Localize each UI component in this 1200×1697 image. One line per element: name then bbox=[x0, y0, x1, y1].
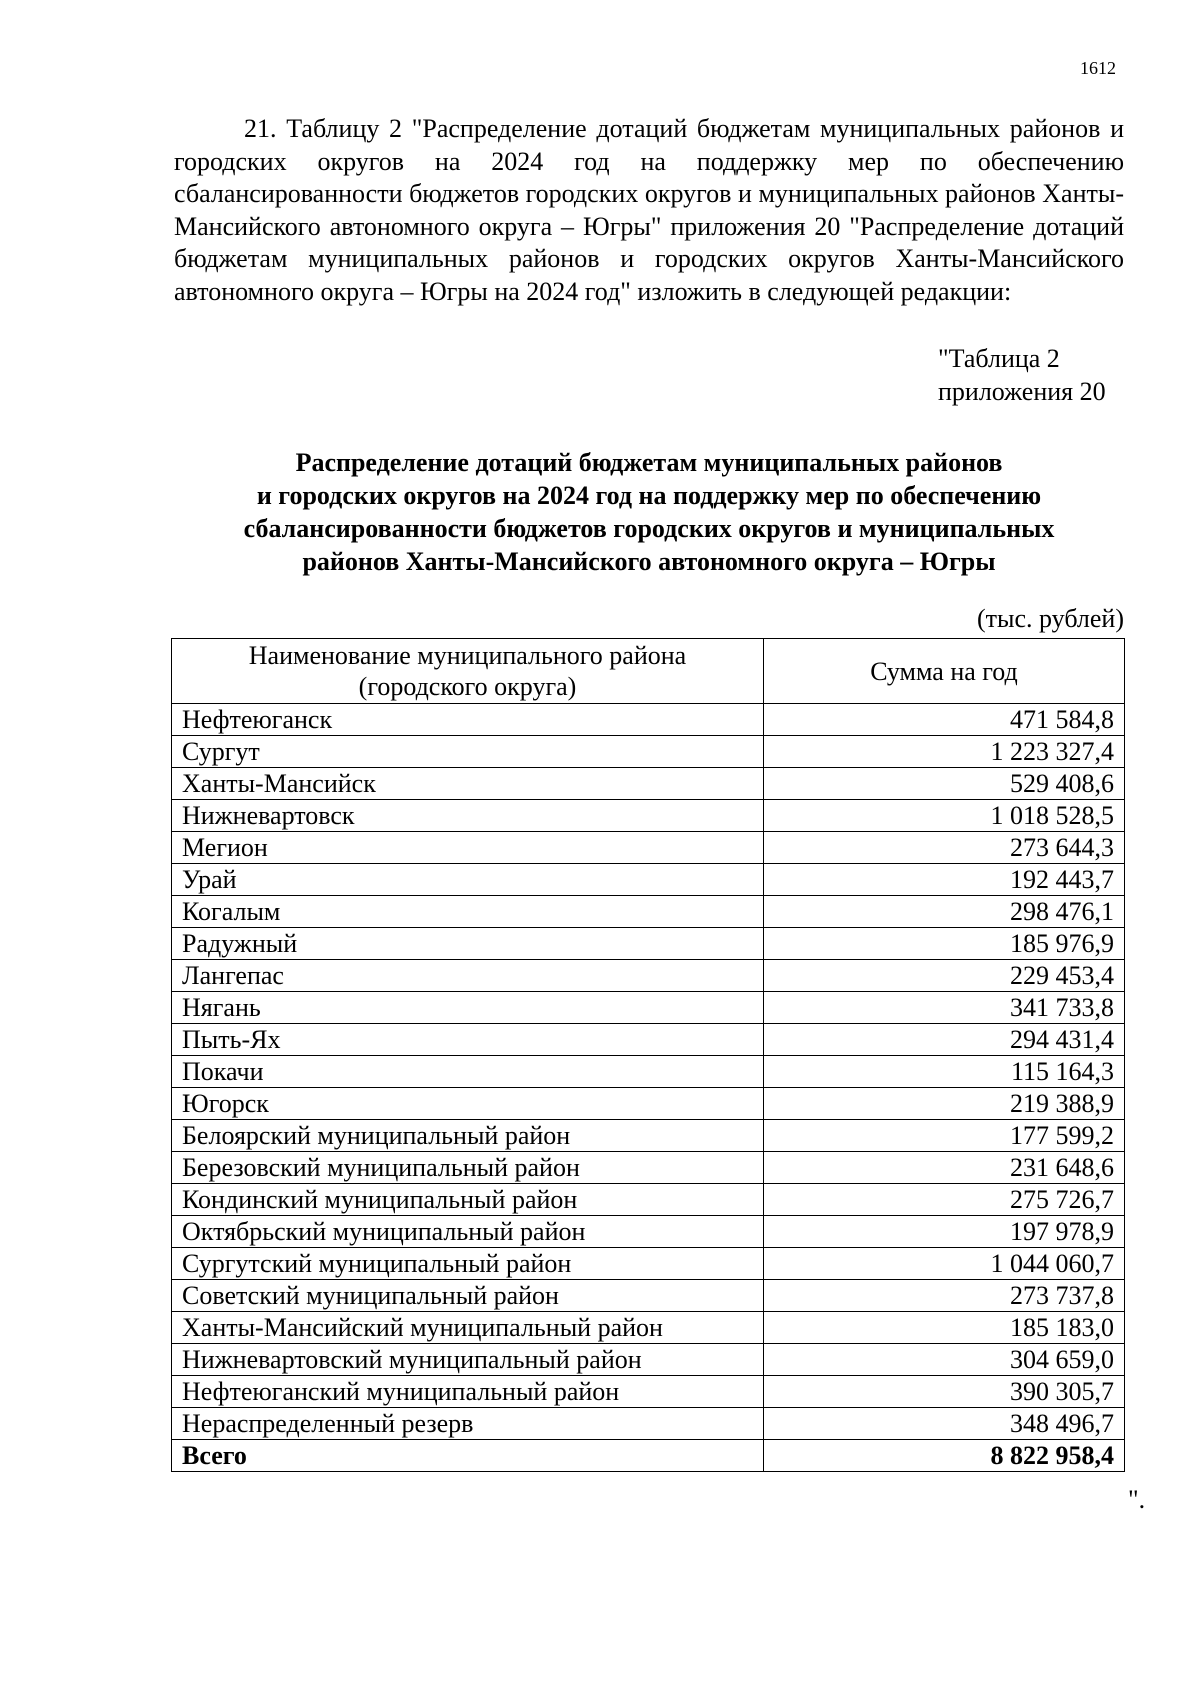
table-total-row bbox=[172, 1440, 1125, 1472]
amount-cell: 1 044 060,7 bbox=[764, 1248, 1125, 1280]
column-header-name bbox=[172, 639, 764, 704]
table-row bbox=[172, 800, 1125, 832]
district-name-cell: Мегион bbox=[172, 832, 764, 864]
column-header-name-line-2: (городского округа) bbox=[358, 672, 577, 701]
amount-cell: 275 726,7 bbox=[764, 1184, 1125, 1216]
table-reference bbox=[938, 342, 1106, 408]
district-name-cell: Октябрьский муниципальный район bbox=[172, 1216, 764, 1248]
amount-cell: 294 431,4 bbox=[764, 1024, 1125, 1056]
table-header-row bbox=[172, 639, 1125, 704]
table-row bbox=[172, 992, 1125, 1024]
table-row bbox=[172, 1280, 1125, 1312]
table-row bbox=[172, 1376, 1125, 1408]
table-row bbox=[172, 768, 1125, 800]
table-reference-line-1: "Таблица 2 bbox=[938, 344, 1060, 373]
district-name-cell: Белоярский муниципальный район bbox=[172, 1120, 764, 1152]
amount-cell: 1 018 528,5 bbox=[764, 800, 1125, 832]
district-name-cell: Нягань bbox=[172, 992, 764, 1024]
amount-cell: 1 223 327,4 bbox=[764, 736, 1125, 768]
district-name-cell: Югорск bbox=[172, 1088, 764, 1120]
amount-cell: 192 443,7 bbox=[764, 864, 1125, 896]
amount-cell: 219 388,9 bbox=[764, 1088, 1125, 1120]
table-row bbox=[172, 1024, 1125, 1056]
amount-cell: 229 453,4 bbox=[764, 960, 1125, 992]
district-name-cell: Березовский муниципальный район bbox=[172, 1152, 764, 1184]
amount-cell: 273 737,8 bbox=[764, 1280, 1125, 1312]
district-name-cell: Когалым bbox=[172, 896, 764, 928]
amount-cell: 348 496,7 bbox=[764, 1408, 1125, 1440]
district-name-cell: Нераспределенный резерв bbox=[172, 1408, 764, 1440]
title-line: и городских округов на 2024 год на поддержку мер по обеспечению bbox=[256, 481, 1042, 510]
amount-cell: 185 183,0 bbox=[764, 1312, 1125, 1344]
table-row bbox=[172, 1216, 1125, 1248]
table-row bbox=[172, 1408, 1125, 1440]
subsidy-table bbox=[171, 638, 1125, 1472]
column-header-amount: Сумма на год bbox=[764, 639, 1125, 704]
amount-cell: 231 648,6 bbox=[764, 1152, 1125, 1184]
table-reference-line-2: приложения 20 bbox=[938, 377, 1106, 406]
table-row bbox=[172, 1120, 1125, 1152]
table-row bbox=[172, 1088, 1125, 1120]
amount-cell: 390 305,7 bbox=[764, 1376, 1125, 1408]
district-name-cell: Ханты-Мансийск bbox=[172, 768, 764, 800]
table-row bbox=[172, 1184, 1125, 1216]
district-name-cell: Советский муниципальный район bbox=[172, 1280, 764, 1312]
amount-cell: 273 644,3 bbox=[764, 832, 1125, 864]
district-name-cell: Урай bbox=[172, 864, 764, 896]
amount-cell: 177 599,2 bbox=[764, 1120, 1125, 1152]
district-name-cell: Сургутский муниципальный район bbox=[172, 1248, 764, 1280]
closing-quote-mark: ". bbox=[1128, 1485, 1146, 1514]
district-name-cell: Нефтеюганский муниципальный район bbox=[172, 1376, 764, 1408]
table-row bbox=[172, 1312, 1125, 1344]
amount-cell: 341 733,8 bbox=[764, 992, 1125, 1024]
district-name-cell: Пыть-Ях bbox=[172, 1024, 764, 1056]
district-name-cell: Кондинский муниципальный район bbox=[172, 1184, 764, 1216]
table-row bbox=[172, 736, 1125, 768]
amount-cell: 471 584,8 bbox=[764, 704, 1125, 736]
total-label-cell: Всего bbox=[172, 1440, 764, 1472]
table-title bbox=[174, 446, 1124, 578]
table-row bbox=[172, 704, 1125, 736]
district-name-cell: Сургут bbox=[172, 736, 764, 768]
district-name-cell: Покачи bbox=[172, 1056, 764, 1088]
table-row bbox=[172, 896, 1125, 928]
amount-cell: 197 978,9 bbox=[764, 1216, 1125, 1248]
amount-cell: 185 976,9 bbox=[764, 928, 1125, 960]
table-row bbox=[172, 960, 1125, 992]
table-row bbox=[172, 1248, 1125, 1280]
title-line: районов Ханты-Мансийского автономного округа – Югры bbox=[302, 547, 996, 576]
table-row bbox=[172, 1056, 1125, 1088]
amount-cell: 529 408,6 bbox=[764, 768, 1125, 800]
district-name-cell: Нефтеюганск bbox=[172, 704, 764, 736]
title-line: Распределение дотаций бюджетам муниципальных районов bbox=[295, 448, 1003, 477]
table-row bbox=[172, 1152, 1125, 1184]
units-label: (тыс. рублей) bbox=[976, 604, 1124, 633]
table-row bbox=[172, 832, 1125, 864]
amount-cell: 304 659,0 bbox=[764, 1344, 1125, 1376]
district-name-cell: Нижневартовск bbox=[172, 800, 764, 832]
title-line: сбалансированности бюджетов городских округов и муниципальных bbox=[243, 514, 1055, 543]
table-row bbox=[172, 1344, 1125, 1376]
amount-cell: 298 476,1 bbox=[764, 896, 1125, 928]
page-number: 1612 bbox=[1080, 58, 1116, 78]
intro-paragraph: 21. Таблицу 2 "Распределение дотаций бюджетам муниципальных районов и городских округов на 2024 год на поддержку мер по обеспечению сбалансированности бюджетов городских округов и муниципальных районов Ханты-Мансийского автономного округа – Югры" приложения 20 "Распределение дотаций бюджетам муниципальных районов и городских округов Ханты-Мансийского автономного округа – Югры на 2024 год" изложить в следующей редакции: bbox=[174, 114, 1124, 306]
table-row bbox=[172, 864, 1125, 896]
table-row bbox=[172, 928, 1125, 960]
amount-cell: 115 164,3 bbox=[764, 1056, 1125, 1088]
table-body bbox=[172, 704, 1125, 1472]
district-name-cell: Ханты-Мансийский муниципальный район bbox=[172, 1312, 764, 1344]
district-name-cell: Лангепас bbox=[172, 960, 764, 992]
total-amount-cell: 8 822 958,4 bbox=[764, 1440, 1125, 1472]
district-name-cell: Нижневартовский муниципальный район bbox=[172, 1344, 764, 1376]
district-name-cell: Радужный bbox=[172, 928, 764, 960]
column-header-name-line-1: Наименование муниципального района bbox=[248, 641, 687, 670]
